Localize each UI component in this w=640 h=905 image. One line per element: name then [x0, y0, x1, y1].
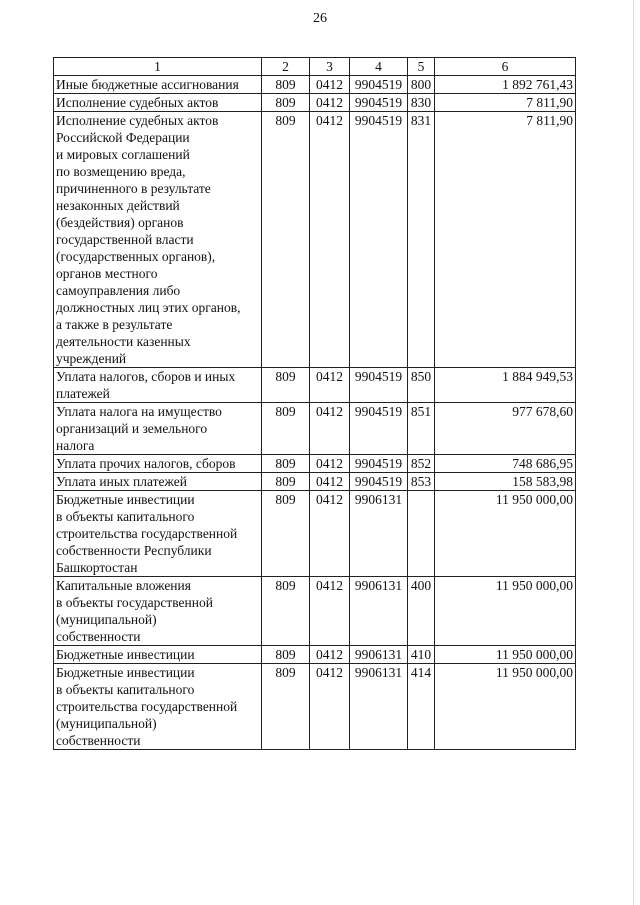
- row-code-5-text: 851: [410, 404, 432, 419]
- table-header-row: [54, 58, 576, 76]
- row-code-3-text: 0412: [316, 492, 343, 507]
- row-code-5-text: 853: [410, 474, 432, 489]
- row-name-cell: [54, 368, 262, 403]
- row-name-text: Уплата иных платежей: [56, 474, 187, 489]
- page-edge-line: [633, 0, 634, 905]
- header-col-5: 5: [408, 58, 435, 76]
- row-name-cell: [54, 76, 262, 94]
- table-row: [54, 112, 576, 368]
- row-code-5-cell: [408, 577, 435, 646]
- row-name-text: Капитальные вложения в объекты государственной (муниципальной) собственности: [56, 578, 213, 644]
- table-row: [54, 491, 576, 577]
- row-code-4-text: 9906131: [354, 647, 403, 662]
- row-code-3-cell: [310, 94, 350, 112]
- row-name-cell: [54, 94, 262, 112]
- row-code-2-text: 809: [275, 647, 296, 662]
- row-code-3-cell: [310, 473, 350, 491]
- row-code-2-cell: [262, 112, 310, 368]
- table-row: [54, 664, 576, 750]
- row-code-5-cell: [408, 664, 435, 750]
- row-code-4-cell: [350, 646, 408, 664]
- row-code-3-text: 0412: [316, 77, 343, 92]
- row-code-4-text: 9906131: [354, 665, 403, 680]
- row-code-4-text: 9904519: [354, 369, 403, 384]
- row-amount-cell: [435, 664, 576, 750]
- table-row: [54, 94, 576, 112]
- row-code-5-cell: [408, 455, 435, 473]
- row-name-cell: [54, 664, 262, 750]
- row-name-text: Бюджетные инвестиции в объекты капитального строительства государственной собственности Республики Башкортостан: [56, 492, 238, 575]
- row-code-5-text: 831: [410, 113, 432, 128]
- row-amount-cell: [435, 368, 576, 403]
- row-name-cell: [54, 455, 262, 473]
- row-code-4-cell: [350, 94, 408, 112]
- row-code-5-text: 410: [410, 647, 432, 662]
- row-code-3-text: 0412: [316, 456, 343, 471]
- row-amount-cell: [435, 491, 576, 577]
- row-code-3-cell: [310, 112, 350, 368]
- row-code-4-cell: [350, 473, 408, 491]
- row-amount-text: 11 950 000,00: [495, 492, 573, 507]
- table-row: [54, 473, 576, 491]
- row-amount-text: 11 950 000,00: [495, 578, 573, 593]
- row-name-cell: [54, 646, 262, 664]
- row-code-4-text: 9904519: [354, 474, 403, 489]
- row-code-2-cell: [262, 455, 310, 473]
- row-code-5-cell: [408, 76, 435, 94]
- row-name-text: Уплата прочих налогов, сборов: [56, 456, 236, 471]
- row-code-5-text: 850: [410, 369, 432, 384]
- row-name-text: Исполнение судебных актов: [56, 95, 219, 110]
- row-name-cell: [54, 491, 262, 577]
- row-code-4-cell: [350, 455, 408, 473]
- row-amount-cell: [435, 646, 576, 664]
- row-code-2-cell: [262, 94, 310, 112]
- row-amount-text: 11 950 000,00: [495, 647, 573, 662]
- row-code-4-cell: [350, 112, 408, 368]
- row-amount-cell: [435, 403, 576, 455]
- row-amount-text: 1 884 949,53: [502, 369, 573, 384]
- row-code-2-cell: [262, 473, 310, 491]
- row-code-3-cell: [310, 368, 350, 403]
- header-col-1: 1: [54, 58, 262, 76]
- table-row: [54, 646, 576, 664]
- table-row: [54, 403, 576, 455]
- row-code-2-text: 809: [275, 456, 296, 471]
- row-amount-text: 977 678,60: [512, 404, 573, 419]
- row-code-2-text: 809: [275, 404, 296, 419]
- row-code-2-cell: [262, 577, 310, 646]
- row-amount-cell: [435, 473, 576, 491]
- row-code-4-cell: [350, 403, 408, 455]
- row-amount-text: 7 811,90: [526, 95, 573, 110]
- row-name-text: Бюджетные инвестиции в объекты капитального строительства государственной (муниципальной) собственности: [56, 665, 238, 748]
- row-code-5-cell: [408, 368, 435, 403]
- row-name-cell: [54, 473, 262, 491]
- row-amount-text: 7 811,90: [526, 113, 573, 128]
- row-code-5-text: 414: [410, 665, 432, 680]
- row-code-2-cell: [262, 76, 310, 94]
- row-code-4-text: 9906131: [354, 578, 403, 593]
- row-code-5-cell: [408, 491, 435, 577]
- row-name-text: Иные бюджетные ассигнования: [56, 77, 239, 92]
- row-code-3-cell: [310, 76, 350, 94]
- row-name-cell: [54, 577, 262, 646]
- row-code-2-cell: [262, 368, 310, 403]
- table-row: [54, 368, 576, 403]
- row-code-2-text: 809: [275, 665, 296, 680]
- row-code-3-text: 0412: [316, 369, 343, 384]
- header-col-2: 2: [262, 58, 310, 76]
- row-code-2-text: 809: [275, 369, 296, 384]
- row-amount-text: 748 686,95: [512, 456, 573, 471]
- row-code-4-text: 9904519: [354, 77, 403, 92]
- row-code-2-cell: [262, 491, 310, 577]
- row-code-2-text: 809: [275, 474, 296, 489]
- row-code-5-cell: [408, 94, 435, 112]
- row-name-cell: [54, 403, 262, 455]
- budget-table: [53, 57, 576, 750]
- table-row: [54, 76, 576, 94]
- table-row: [54, 455, 576, 473]
- row-code-5-cell: [408, 403, 435, 455]
- row-code-3-text: 0412: [316, 474, 343, 489]
- row-code-4-cell: [350, 664, 408, 750]
- row-code-5-cell: [408, 112, 435, 368]
- row-code-2-text: 809: [275, 95, 296, 110]
- row-code-2-cell: [262, 664, 310, 750]
- row-code-2-text: 809: [275, 578, 296, 593]
- row-code-4-text: 9904519: [354, 113, 403, 128]
- row-code-3-text: 0412: [316, 95, 343, 110]
- row-code-3-cell: [310, 455, 350, 473]
- row-code-5-text: 400: [410, 578, 432, 593]
- row-code-3-cell: [310, 664, 350, 750]
- row-amount-text: 158 583,98: [512, 474, 573, 489]
- row-code-5-text: 830: [410, 95, 432, 110]
- row-code-2-text: 809: [275, 492, 296, 507]
- row-amount-cell: [435, 112, 576, 368]
- row-amount-text: 1 892 761,43: [502, 77, 573, 92]
- row-code-5-text: 852: [410, 456, 432, 471]
- row-name-text: Уплата налога на имущество организаций и земельного налога: [56, 404, 222, 453]
- header-col-4: 4: [350, 58, 408, 76]
- row-code-2-text: 809: [275, 113, 296, 128]
- row-code-3-text: 0412: [316, 665, 343, 680]
- table-body: [54, 76, 576, 750]
- row-name-text: Бюджетные инвестиции: [56, 647, 195, 662]
- row-code-4-cell: [350, 368, 408, 403]
- row-name-text: Уплата налогов, сборов и иных платежей: [56, 369, 236, 401]
- row-code-2-cell: [262, 646, 310, 664]
- row-code-3-cell: [310, 646, 350, 664]
- row-code-2-cell: [262, 403, 310, 455]
- row-code-5-cell: [408, 646, 435, 664]
- row-amount-cell: [435, 577, 576, 646]
- row-code-3-text: 0412: [316, 647, 343, 662]
- row-amount-text: 11 950 000,00: [495, 665, 573, 680]
- row-code-3-cell: [310, 403, 350, 455]
- row-code-4-cell: [350, 491, 408, 577]
- row-code-4-text: 9904519: [354, 404, 403, 419]
- row-amount-cell: [435, 455, 576, 473]
- row-code-3-text: 0412: [316, 404, 343, 419]
- row-code-4-cell: [350, 577, 408, 646]
- page-number: 26: [313, 11, 327, 26]
- row-code-5-cell: [408, 473, 435, 491]
- row-code-4-text: 9904519: [354, 95, 403, 110]
- row-name-cell: [54, 112, 262, 368]
- table-row: [54, 577, 576, 646]
- row-code-2-text: 809: [275, 77, 296, 92]
- row-amount-cell: [435, 76, 576, 94]
- row-code-3-text: 0412: [316, 578, 343, 593]
- row-amount-cell: [435, 94, 576, 112]
- row-code-4-text: 9904519: [354, 456, 403, 471]
- row-code-3-text: 0412: [316, 113, 343, 128]
- row-code-4-cell: [350, 76, 408, 94]
- row-name-text: Исполнение судебных актов Российской Федерации и мировых соглашений по возмещению вреда, причиненного в результате незаконных действий (бездействия) органов государственной власти (государственных органов), органов местного самоуправления либо должностных лиц этих органов, а также в результате деятельности казенных учреждений: [56, 113, 241, 366]
- header-col-3: 3: [310, 58, 350, 76]
- row-code-5-text: 800: [410, 77, 432, 92]
- row-code-4-text: 9906131: [354, 492, 403, 507]
- row-code-3-cell: [310, 491, 350, 577]
- row-code-3-cell: [310, 577, 350, 646]
- header-col-6: 6: [435, 58, 576, 76]
